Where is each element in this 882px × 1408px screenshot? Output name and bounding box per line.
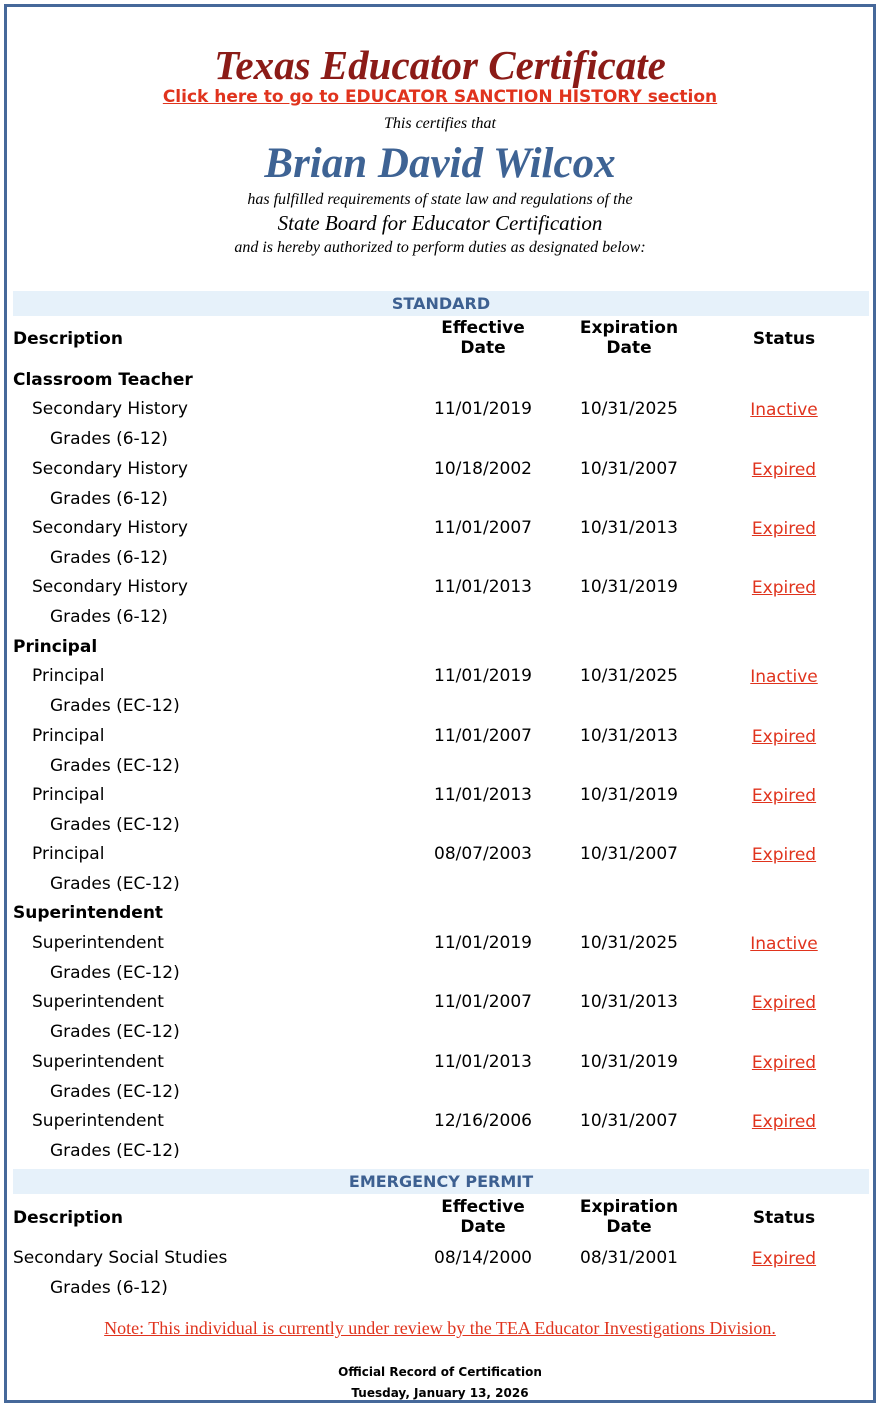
- table-row: [7, 785, 873, 844]
- investigation-note-link[interactable]: Note: This individual is currently under review by the TEA Educator Investigations Division.: [104, 1318, 776, 1338]
- row-grades: Grades (6-12): [50, 548, 168, 568]
- official-record-label: Official Record of Certification: [338, 1365, 542, 1379]
- column-expiration-label: Expiration: [579, 1197, 679, 1217]
- row-effective-date: 11/01/2019: [434, 666, 532, 686]
- row-grades: Grades (EC-12): [50, 1141, 180, 1161]
- column-effective-date-label: Date: [460, 338, 506, 358]
- row-effective-date: 11/01/2013: [434, 785, 532, 805]
- table-row: [7, 1111, 873, 1170]
- status-link[interactable]: Expired: [751, 727, 817, 747]
- column-effective-date-label: Date: [460, 1217, 506, 1237]
- standard-section-header: STANDARD: [13, 291, 869, 316]
- status-link[interactable]: Inactive: [750, 934, 818, 954]
- column-expiration-date-label: Date: [606, 338, 652, 358]
- row-description: Superintendent: [32, 1111, 164, 1131]
- status-link[interactable]: Expired: [751, 1249, 817, 1269]
- sanction-history-link[interactable]: Click here to go to EDUCATOR SANCTION HISTORY section: [162, 87, 718, 107]
- table-row: [7, 1052, 873, 1111]
- row-effective-date: 11/01/2013: [434, 1052, 532, 1072]
- column-effective-date: [413, 318, 553, 358]
- row-grades: Grades (6-12): [50, 429, 168, 449]
- column-expiration-label: Expiration: [579, 318, 679, 338]
- row-effective-date: 11/01/2007: [434, 992, 532, 1012]
- row-expiration-date: 10/31/2019: [580, 785, 678, 805]
- row-grades: Grades (6-12): [50, 1278, 168, 1298]
- record-date: Tuesday, January 13, 2026: [351, 1386, 529, 1400]
- authorized-text: and is hereby authorized to perform duties as designated below:: [234, 239, 646, 256]
- status-link[interactable]: Expired: [751, 460, 817, 480]
- row-description: Secondary History: [32, 399, 188, 419]
- row-effective-date: 12/16/2006: [434, 1111, 532, 1131]
- table-row: [7, 726, 873, 785]
- row-description: Principal: [32, 785, 105, 805]
- row-grades: Grades (6-12): [50, 607, 168, 627]
- row-description: Secondary Social Studies: [13, 1248, 228, 1268]
- row-expiration-date: 10/31/2025: [580, 933, 678, 953]
- row-description: Superintendent: [32, 1052, 164, 1072]
- status-link[interactable]: Expired: [751, 845, 817, 865]
- certificate-title: Texas Educator Certificate: [214, 42, 666, 88]
- row-description: Principal: [32, 666, 105, 686]
- row-description: Secondary History: [32, 459, 188, 479]
- row-grades: Grades (EC-12): [50, 874, 180, 894]
- row-expiration-date: 10/31/2013: [580, 726, 678, 746]
- column-status: Status: [752, 1208, 816, 1228]
- table-row: [7, 844, 873, 903]
- row-description: Principal: [32, 726, 105, 746]
- certifies-text: This certifies that: [384, 115, 496, 132]
- row-effective-date: 11/01/2007: [434, 726, 532, 746]
- row-expiration-date: 10/31/2019: [580, 577, 678, 597]
- board-name: State Board for Educator Certification: [277, 211, 603, 235]
- column-expiration-date: [559, 318, 699, 358]
- certificate-frame: [4, 4, 876, 1403]
- column-expiration-date: [559, 1197, 699, 1237]
- row-expiration-date: 10/31/2013: [580, 992, 678, 1012]
- emergency-section-header: EMERGENCY PERMIT: [13, 1169, 869, 1194]
- category-principal: Principal: [13, 637, 98, 657]
- row-effective-date: 08/14/2000: [434, 1248, 532, 1268]
- status-link[interactable]: Expired: [751, 786, 817, 806]
- row-expiration-date: 10/31/2007: [580, 459, 678, 479]
- row-description: Principal: [32, 844, 105, 864]
- table-row: [7, 399, 873, 458]
- column-status: Status: [752, 329, 816, 349]
- column-description: Description: [13, 1208, 123, 1228]
- row-grades: Grades (EC-12): [50, 696, 180, 716]
- row-expiration-date: 10/31/2025: [580, 666, 678, 686]
- status-link[interactable]: Expired: [751, 578, 817, 598]
- row-grades: Grades (EC-12): [50, 756, 180, 776]
- row-effective-date: 08/07/2003: [434, 844, 532, 864]
- row-effective-date: 11/01/2019: [434, 399, 532, 419]
- row-description: Secondary History: [32, 518, 188, 538]
- row-expiration-date: 10/31/2007: [580, 844, 678, 864]
- status-link[interactable]: Inactive: [750, 400, 818, 420]
- status-link[interactable]: Expired: [751, 1053, 817, 1073]
- table-row: [7, 992, 873, 1051]
- row-expiration-date: 10/31/2013: [580, 518, 678, 538]
- status-link[interactable]: Inactive: [750, 667, 818, 687]
- row-grades: Grades (EC-12): [50, 1082, 180, 1102]
- row-description: Superintendent: [32, 933, 164, 953]
- table-row: [7, 933, 873, 992]
- table-row: [7, 1248, 873, 1307]
- table-row: [7, 577, 873, 636]
- table-row: [7, 518, 873, 577]
- table-row: [7, 459, 873, 518]
- row-effective-date: 11/01/2007: [434, 518, 532, 538]
- requirements-text: has fulfilled requirements of state law and regulations of the: [247, 191, 633, 208]
- status-link[interactable]: Expired: [751, 1112, 817, 1132]
- status-link[interactable]: Expired: [751, 993, 817, 1013]
- column-expiration-date-label: Date: [606, 1217, 652, 1237]
- row-description: Secondary History: [32, 577, 188, 597]
- column-description: Description: [13, 329, 123, 349]
- row-expiration-date: 08/31/2001: [580, 1248, 678, 1268]
- row-grades: Grades (EC-12): [50, 1022, 180, 1042]
- educator-name: Brian David Wilcox: [264, 140, 616, 187]
- row-description: Superintendent: [32, 992, 164, 1012]
- row-grades: Grades (EC-12): [50, 815, 180, 835]
- column-effective-date: [413, 1197, 553, 1237]
- row-expiration-date: 10/31/2025: [580, 399, 678, 419]
- row-effective-date: 10/18/2002: [434, 459, 532, 479]
- category-classroom-teacher: Classroom Teacher: [13, 370, 193, 390]
- row-expiration-date: 10/31/2007: [580, 1111, 678, 1131]
- category-superintendent: Superintendent: [13, 903, 164, 923]
- table-row: [7, 666, 873, 725]
- column-effective-label: Effective: [441, 1197, 525, 1217]
- row-effective-date: 11/01/2013: [434, 577, 532, 597]
- column-effective-label: Effective: [441, 318, 525, 338]
- row-expiration-date: 10/31/2019: [580, 1052, 678, 1072]
- row-effective-date: 11/01/2019: [434, 933, 532, 953]
- row-grades: Grades (6-12): [50, 489, 168, 509]
- row-grades: Grades (EC-12): [50, 963, 180, 983]
- status-link[interactable]: Expired: [751, 519, 817, 539]
